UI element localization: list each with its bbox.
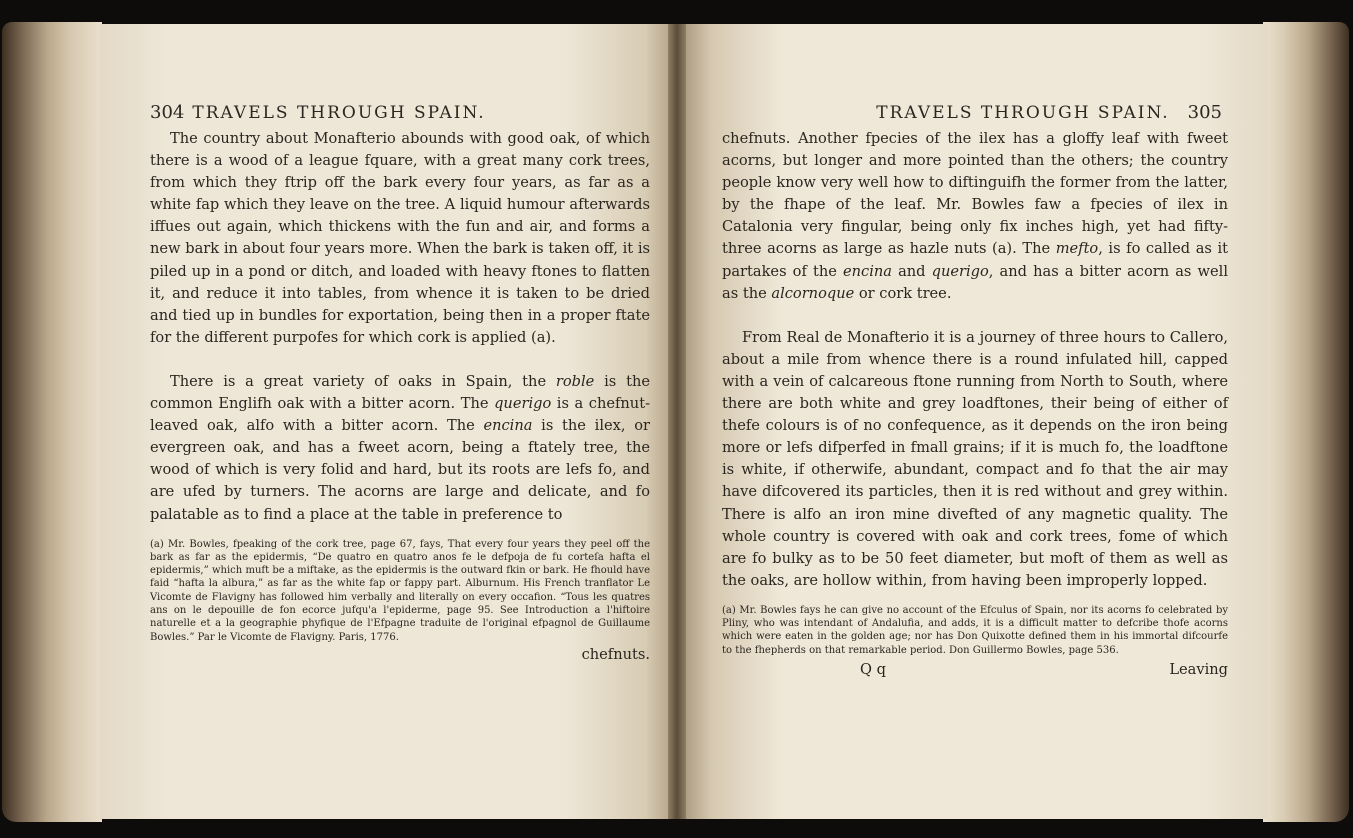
right-page-foot [722,661,1228,678]
left-page-number: 304 [150,102,185,123]
right-page-edges [1263,22,1349,822]
text-run: , is fo called as it partakes of the [722,240,1228,280]
text-run: or cork tree. [854,284,952,302]
text-run: is the common Englifh oak with a bitter acorn. The [150,372,651,413]
italic-term-mefto: mefto [1055,240,1099,258]
italic-term-encina: encina [483,417,533,435]
text-run: is a chefnut-leaved oak, alfo with a bitter acorn. The [150,395,650,435]
right-footnote: (a) Mr. Bowles fays he can give no account of the Efculus of Spain, nor its acorns fo celebrated by Pliny, who was intendant of Andalufia, and adds, it is a difficult matter to defcribe thofe acorns which were eaten in the golden age; nor has Don Quixotte defined them in his immortal difcourfe to the fhepherds on that remarkable period. Don Guillermo Bowles, page 536. [722,604,1228,656]
left-paragraph-1: The country about Monafterio abounds with good oak, of which there is a wood of a league fquare, with a great many cork trees, from which they ftrip off the bark every four years, as far as a white fap which they leave on the tree. A liquid humour afterwards iffues out again, which thickens with the fun and air, and forms a new bark in about four years more. When the bark is taken off, it is piled up in a pond or ditch, and loaded with heavy ftones to flatten it, and reduce it into tables, from whence it is taken to be dried and tied up in bundles for exportation, being then in a proper ftate for the different purpofes for which cork is applied (a). [150,130,650,346]
left-page-content [150,102,650,663]
book-gutter [668,24,686,819]
text-run: , and has a bitter acorn as well as the [722,262,1228,302]
text-run: is the ilex, or evergreen oak, and has a fweet acorn, being a ftately tree, the wood of which is very folid and hard, but its roots are lefs fo, and are ufed by turners. The acorns are large and delicate, and fo palatable as to find a place at the table in preference to [150,417,650,523]
text-run: chefnuts. Another fpecies of the ilex has a gloffy leaf with fweet acorns, but longer and more pointed than the others; the country people know very well how to diftinguifh the former from the latter, by the fhape of the leaf. Mr. Bowles faw a fpecies of ilex in Catalonia very fingular, being only fix inches high, yet had fifty-three acorns as large as hazle nuts (a). The [722,130,1228,258]
left-running-title: TRAVELS THROUGH SPAIN. [192,103,486,123]
right-catchword: Leaving [1169,661,1228,679]
right-paragraph-1 [722,128,1228,305]
text-run: There is a great variety of oaks in Spain, the [170,372,556,390]
text-run: and [891,262,932,280]
right-running-head [722,102,1228,128]
right-paragraph-2: From Real de Monafterio it is a journey of three hours to Callero, about a mile from whence there is a round infulated hill, capped with a vein of calcareous ftone running from North to South, where there are both white and grey loadftones, their being of either of thefe colours is of no confequence, as it depends on the iron being more or lefs difperfed in fmall grains; if it is much fo, the loadftone is white, if otherwife, abundant, compact and fo that the air may have difcovered its particles, then it is red without and grey within. There is alfo an iron mine divefted of any magnetic quality. The whole country is covered with oak and cork trees, fome of which are fo bulky as to be 50 feet diameter, but moft of them as well as the oaks, are hollow within, from having been improperly lopped. [722,328,1228,589]
italic-term-alcornoque: alcornoque [771,284,855,302]
signature-mark: Q q [860,661,886,679]
left-catchword: chefnuts. [581,645,650,663]
italic-term-roble: roble [555,372,595,390]
right-running-title: TRAVELS THROUGH SPAIN. [876,103,1170,123]
italic-term-querigo: querigo [931,262,989,280]
left-page-edges [2,22,102,822]
left-footnote: (a) Mr. Bowles, fpeaking of the cork tree, page 67, fays, That every four years they peel off the bark as far as the epidermis, “De quatro en quatro anos fe le defpoja de fu corteſa hafta el epidermis,” which muft be a miftake, as the epidermis is the outward fkin or bark. He fhould have faid “hafta la albura,” as far as the white fap or fappy part. Alburnum. His French tranflator Le Vicomte de Flavigny has followed him verbally and literally on every occafion. “Tous les quatres ans on le depouille de fon ecorce jufqu'a l'epiderme, page 95. See Introduction a l'hiftoire naturelle et a la geographie phyfique de l'Efpagne traduite de l'original efpagnol de Guillaume Bowles.” Par le Vicomte de Flavigny. Paris, 1776. [150,538,650,643]
italic-term-encina: encina [842,262,892,280]
right-page-content [722,102,1228,678]
italic-term-querigo: querigo [494,395,552,413]
left-paragraph-2 [150,371,650,526]
left-running-head [150,102,650,128]
right-page-number: 305 [1187,102,1222,123]
